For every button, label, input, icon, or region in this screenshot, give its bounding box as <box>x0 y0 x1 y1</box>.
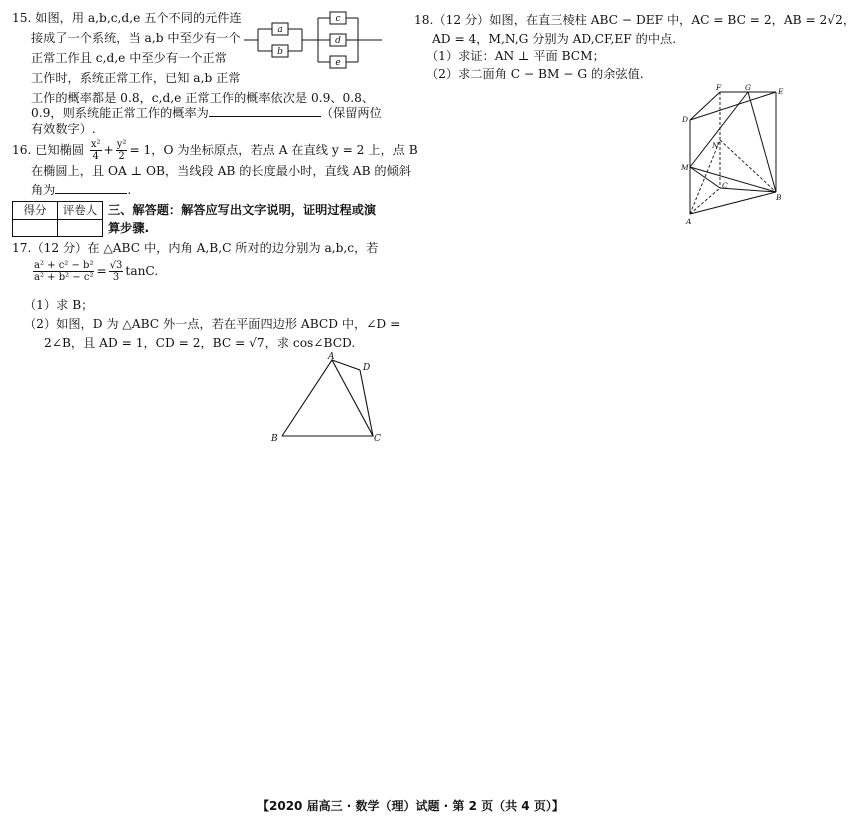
q17-part-1: （1）求 B； <box>24 298 94 312</box>
q18-label-F: F <box>716 83 722 92</box>
q15-label-a: a <box>277 25 283 35</box>
q15-line-1: 15. 如图，用 a,b,c,d,e 五个不同的元件连 <box>12 11 242 25</box>
q16-line-3-text: 角为 <box>31 183 56 197</box>
q16-frac-y-den: 2 <box>118 151 125 162</box>
q18-prism-figure <box>680 82 790 232</box>
q16-frac-x <box>90 139 102 162</box>
q18-label-B: B <box>776 193 782 202</box>
q17-label-B: B <box>271 434 278 444</box>
q18-line-2: AD = 4，M,N,G 分别为 AD,CF,EF 的中点. <box>432 32 677 46</box>
q16-frac-y-num: y² <box>116 139 127 150</box>
grader-cell[interactable] <box>58 220 103 237</box>
q15-line-5: 工作的概率都是 0.8，c,d,e 正常工作的概率依次是 0.9、0.8、 <box>31 91 375 105</box>
q16-line-3 <box>31 182 131 199</box>
q15-line-7: 有效数字）. <box>31 122 96 136</box>
q16-prefix: 16. 已知椭圆 <box>12 143 85 157</box>
q15-line-6-text: 0.9，则系统能正常工作的概率为 <box>31 106 209 120</box>
q15-label-c: c <box>335 14 341 24</box>
q18-label-G: G <box>745 83 751 92</box>
q17-label-A: A <box>328 352 335 362</box>
score-header: 得分 <box>13 202 58 220</box>
page-footer: 【2020 届高三 · 数学（理）试题 · 第 2 页（共 4 页）】 <box>257 799 564 813</box>
score-cell[interactable] <box>13 220 58 237</box>
q16-line-1 <box>12 139 418 162</box>
q17-part-2-line-2: 2∠B，且 AD = 1，CD = 2，BC = √7，求 cos∠BCD. <box>44 336 356 350</box>
q17-frac-sqrt3 <box>109 260 124 283</box>
q16-frac-x-num: x² <box>90 139 101 150</box>
q15-label-e: e <box>335 58 341 68</box>
q16-answer-blank[interactable] <box>55 193 127 194</box>
q16-line-2: 在椭圆上，且 OA ⊥ OB，当线段 AB 的长度最小时，直线 AB 的倾斜 <box>31 164 411 178</box>
q15-line-2: 接成了一个系统，当 a,b 中至少有一个 <box>31 31 241 45</box>
q17-frac2-den: 3 <box>112 272 120 283</box>
q15-circuit-diagram <box>244 8 384 72</box>
q17-label-D: D <box>363 363 371 373</box>
q17-frac-den: a² + b² − c² <box>34 272 94 283</box>
q17-eq: = <box>96 264 107 278</box>
score-box <box>12 201 103 237</box>
q15-line-6 <box>31 105 382 122</box>
q17-quadrilateral-figure <box>268 350 388 448</box>
q15-label-b: b <box>277 47 283 57</box>
q17-condition <box>31 259 158 283</box>
q18-part-2: （2）求二面角 C − BM − G 的余弦值. <box>426 67 644 81</box>
q16-line-3-end: . <box>127 183 132 197</box>
q18-label-C: C <box>722 181 728 190</box>
q18-label-E: E <box>778 87 784 96</box>
q15-line-6-tail: （保留两位 <box>320 106 382 120</box>
q15-line-4: 工作时，系统正常工作，已知 a,b 正常 <box>31 71 241 85</box>
q17-frac-num: a² + c² − b² <box>34 260 94 271</box>
q18-label-A: A <box>686 217 692 226</box>
q17-frac-cosine <box>33 260 94 283</box>
q18-label-M: M <box>681 163 689 172</box>
q15-label-d: d <box>335 36 341 46</box>
q16-frac-y <box>116 139 128 162</box>
q17-part-2-line-1: （2）如图，D 为 △ABC 外一点，若在平面四边形 ABCD 中，∠D = <box>24 317 401 331</box>
q18-line-1: 18.（12 分）如图，在直三棱柱 ABC − DEF 中，AC = BC = 2，AB = 2√2， <box>414 13 855 27</box>
q17-frac2-num: √3 <box>109 260 123 271</box>
section-3-title-line-2: 算步骤. <box>108 221 150 235</box>
q17-line-1: 17.（12 分）在 △ABC 中，内角 A,B,C 所对的边分别为 a,b,c，若 <box>12 241 379 255</box>
q16-line-1-rest: = 1，O 为坐标原点，若点 A 在直线 y = 2 上，点 B <box>129 143 418 157</box>
q17-label-C: C <box>374 434 381 444</box>
section-3-title-line-1: 三、解答题：解答应写出文字说明，证明过程或演 <box>108 203 377 217</box>
q16-frac-x-den: 4 <box>92 151 99 162</box>
q17-tan: tanC. <box>125 264 159 278</box>
q16-plus: + <box>103 143 114 157</box>
q18-label-D: D <box>682 115 689 124</box>
q18-label-N: N <box>712 141 719 150</box>
q18-part-1: （1）求证：AN ⊥ 平面 BCM； <box>426 49 605 63</box>
q15-answer-blank[interactable] <box>209 116 321 117</box>
q15-line-3: 正常工作且 c,d,e 中至少有一个正常 <box>31 51 227 65</box>
grader-header: 评卷人 <box>58 202 103 220</box>
